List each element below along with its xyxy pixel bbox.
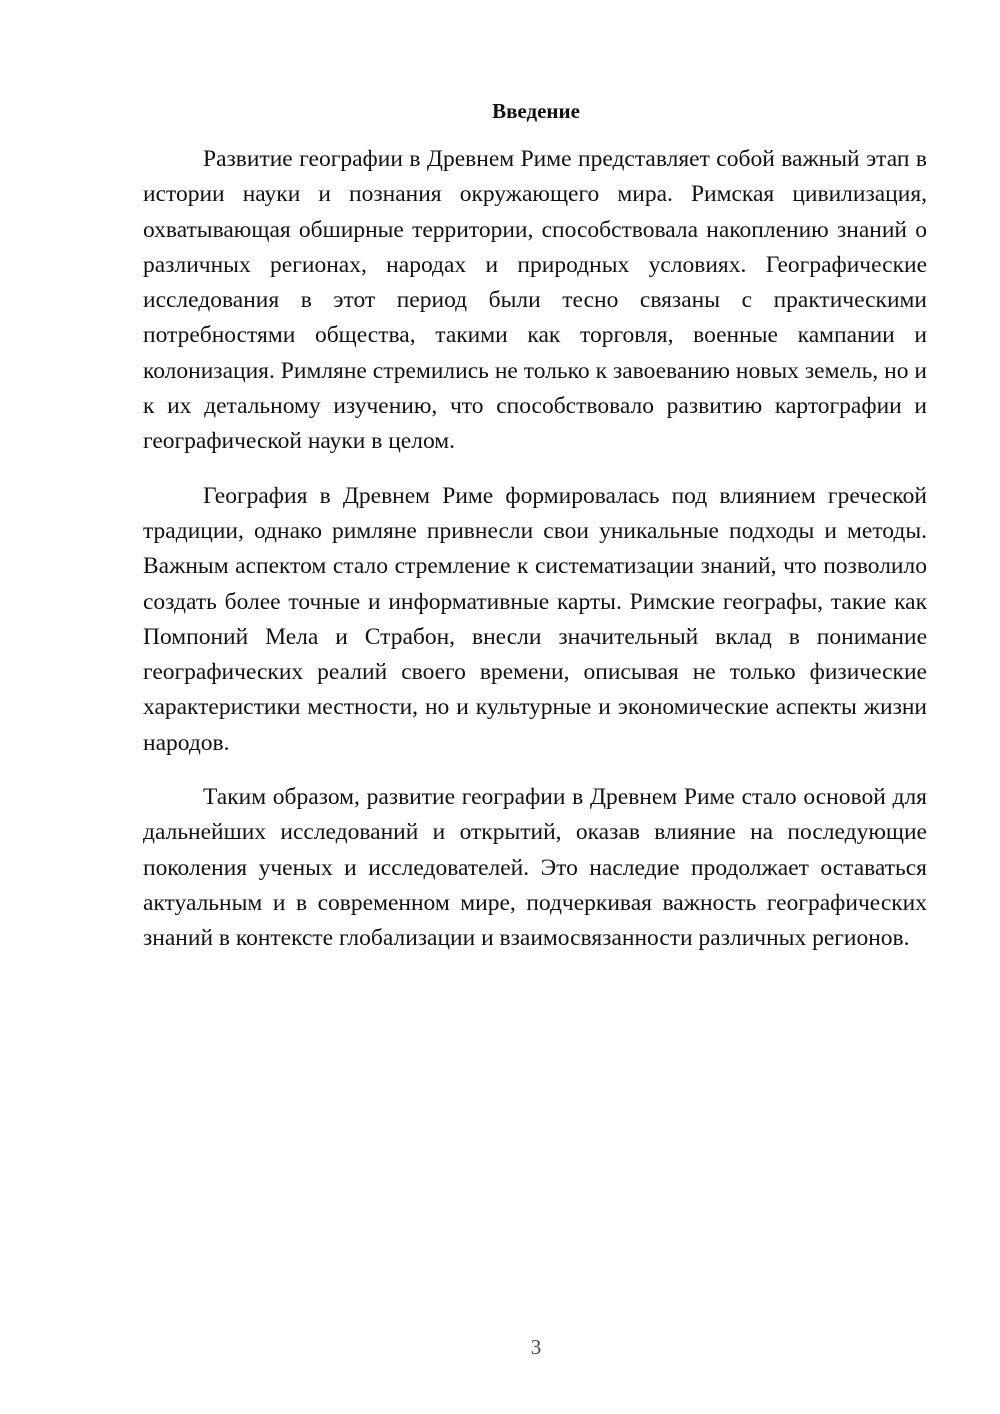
body-text xyxy=(143,142,927,976)
section-title: Введение xyxy=(492,99,580,123)
paragraph-1: Развитие географии в Древнем Риме представляет собой важный этап в истории науки и познания окружающего мира. Римская цивилизация, охватывающая обширные территории, способствовала накоплению знаний о различных регионах, народах и природных условиях. Географические исследования в этот период были тесно связаны с практическими потребностями общества, такими как торговля, военные кампании и колонизация. Римляне стремились не только к завоеванию новых земель, но и к их детальному изучению, что способствовало развитию картографии и географической науки в целом. xyxy=(143,146,927,455)
paragraph-3: Таким образом, развитие географии в Древнем Риме стало основой для дальнейших исследований и открытий, оказав влияние на последующие поколения ученых и исследователей. Это наследие продолжает оставаться актуальным и в современном мире, подчеркивая важность географических знаний в контексте глобализации и взаимосвязанности различных регионов. xyxy=(143,784,927,952)
paragraph-2: География в Древнем Риме формировалась под влиянием греческой традиции, однако римляне привнесли свои уникальные подходы и методы. Важным аспектом стало стремление к систематизации знаний, что позволило создать более точные и информативные карты. Римские географы, такие как Помпоний Мела и Страбон, внесли значительный вклад в понимание географических реалий своего времени, описывая не только физические характеристики местности, но и культурные и экономические аспекты жизни народов. xyxy=(143,482,927,756)
page-number: 3 xyxy=(530,1335,542,1359)
